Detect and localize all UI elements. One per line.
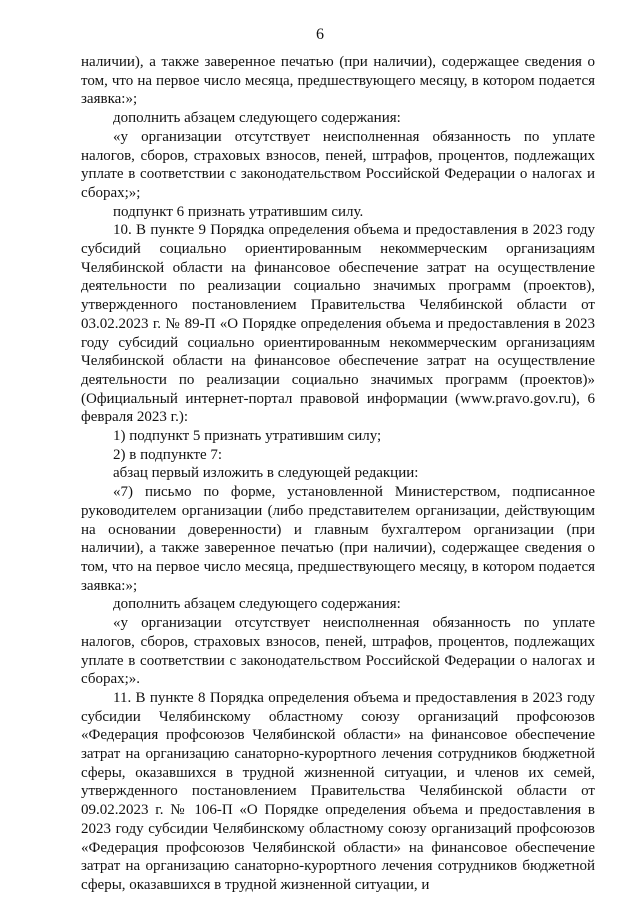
- paragraph: наличии), а также заверенное печатью (при наличии), содержащее сведения о том, что на первое число месяца, предшествующего месяцу, в котором подается заявка:»;: [81, 54, 595, 108]
- paragraph: «у организации отсутствует неисполненная обязанность по уплате налогов, сборов, страховых взносов, пеней, штрафов, процентов, подлежащих уплате в соответствии с законодательством Российской Федерации о налогах и сборах;»;: [81, 128, 595, 201]
- paragraph: «у организации отсутствует неисполненная обязанность по уплате налогов, сборов, страховых взносов, пеней, штрафов, процентов, подлежащих уплате в соответствии с законодательством Российской Федерации о налогах и сборах;».: [81, 615, 595, 688]
- page-number: 6: [316, 26, 324, 43]
- paragraph: дополнить абзацем следующего содержания:: [113, 110, 401, 127]
- paragraph: 10. В пункте 9 Порядка определения объема и предоставления в 2023 году субсидий социально ориентированным некоммерческим организациям Челябинской области на финансовое обеспечение затрат на осуществление деятельности по реализации социально значимых программ (проектов), утвержденного постановлением Правительства Челябинской области от 03.02.2023 г. № 89-П «О Порядке определения объема и предоставления в 2023 году субсидий социально ориентированным некоммерческим организациям Челябинской области на финансовое обеспечение затрат на осуществление деятельности по реализации социально значимых программ (проектов)» (Официальный интернет-портал правовой информации (www.pravo.gov.ru), 6 февраля 2023 г.):: [81, 222, 595, 426]
- paragraph: подпункт 6 признать утратившим силу.: [113, 203, 364, 220]
- paragraph: «7) письмо по форме, установленной Министерством, подписанное руководителем организации (либо представителем организации, действующим на основании доверенности) и главным бухгалтером организации (при наличии), а также заверенное печатью (при наличии), содержащее сведения о том, что на первое число месяца, предшествующего месяцу, в котором подается заявка:»;: [81, 484, 595, 594]
- paragraph: 2) в подпункте 7:: [113, 446, 223, 463]
- paragraph: дополнить абзацем следующего содержания:: [113, 596, 401, 613]
- document-body: [81, 53, 595, 895]
- paragraph: 1) подпункт 5 признать утратившим силу;: [113, 428, 382, 445]
- paragraph: абзац первый изложить в следующей редакции:: [113, 465, 419, 482]
- paragraph: 11. В пункте 8 Порядка определения объема и предоставления в 2023 году субсидии Челябинскому областному союзу организаций профсоюзов «Федерация профсоюзов Челябинской области» на финансовое обеспечение затрат на организацию санаторно-курортного лечения сотрудников бюджетной сферы, оказавшихся в трудной жизненной ситуации, и членов их семей, утвержденного постановлением Правительства Челябинской области от 09.02.2023 г. № 106-П «О Порядке определения объема и предоставления в 2023 году субсидии Челябинскому областному союзу организаций профсоюзов «Федерация профсоюзов Челябинской области» на финансовое обеспечение затрат на организацию санаторно-курортного лечения сотрудников бюджетной сферы, оказавшихся в трудной жизненной ситуации, и: [81, 689, 595, 893]
